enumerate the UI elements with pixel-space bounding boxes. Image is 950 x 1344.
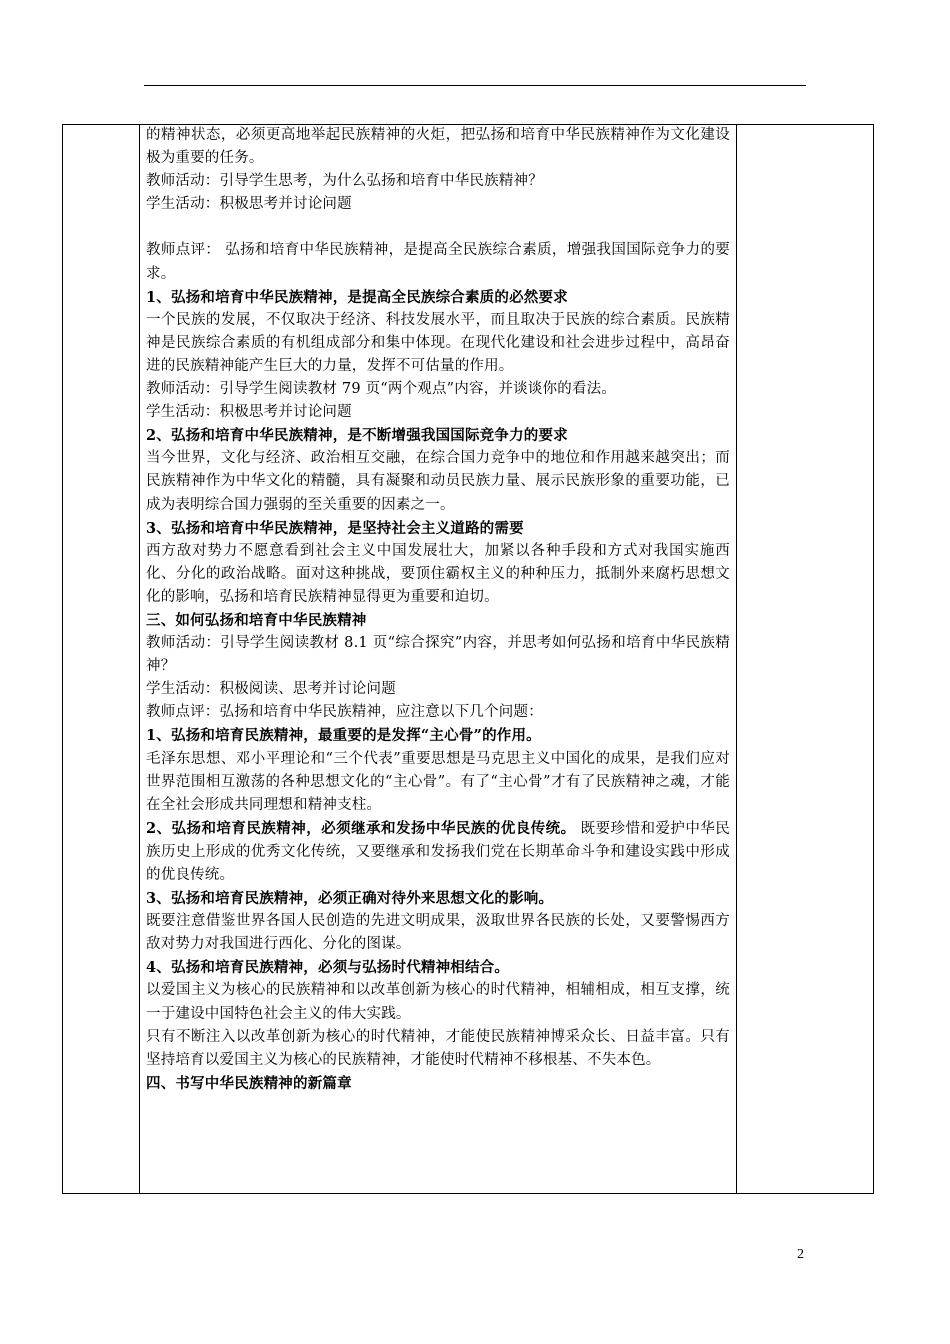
header-rule — [144, 85, 806, 86]
table-column-divider-left — [139, 125, 140, 1193]
blank-line — [146, 216, 730, 239]
paragraph: 的精神状态，必须更高地举起民族精神的火炬，把弘扬和培育中华民族精神作为文化建设极为重要的任务。 — [146, 127, 730, 167]
section-heading: 4、弘扬和培育民族精神，必须与弘扬时代精神相结合。 — [146, 959, 510, 977]
section-heading-inline: 2、弘扬和培育民族精神，必须继承和发扬中华民族的优良传统。 — [146, 819, 576, 837]
section-heading: 三、如何弘扬和培育中华民族精神 — [146, 611, 367, 629]
lesson-content — [146, 124, 730, 1095]
paragraph: 只有不断注入以改革创新为核心的时代精神，才能使民族精神博采众长、日益丰富。只有坚持培育以爱国主义为核心的民族精神，才能使时代精神不移根基、不失本色。 — [146, 1028, 730, 1068]
paragraph: 以爱国主义为核心的民族精神和以改革创新为核心的时代精神，相辅相成，相互支撑，统一于建设中国特色社会主义的伟大实践。 — [146, 982, 730, 1022]
mixed-paragraph — [146, 817, 730, 887]
section-heading: 2、弘扬和培育中华民族精神，是不断增强我国国际竞争力的要求 — [146, 427, 568, 445]
paragraph: 教师点评： 弘扬和培育中华民族精神，是提高全民族综合素质，增强我国国际竞争力的要求。 — [146, 242, 730, 282]
paragraph: 学生活动：积极思考并讨论问题 — [146, 404, 352, 421]
paragraph: 教师活动：引导学生思考，为什么弘扬和培育中华民族精神？ — [146, 173, 543, 190]
paragraph: 既要注意借鉴世界各国人民创造的先进文明成果，汲取世界各民族的长处，又要警惕西方敌对势力对我国进行西化、分化的图谋。 — [146, 913, 730, 953]
paragraph: 当今世界，文化与经济、政治相互交融，在综合国力竞争中的地位和作用越来越突出；而民族精神作为中华文化的精髓，具有凝聚和动员民族力量、展示民族形象的重要功能，已成为表明综合国力强弱的至关重要的因素之一。 — [146, 450, 730, 513]
paragraph: 教师点评：弘扬和培育中华民族精神，应注意以下几个问题： — [146, 704, 543, 721]
paragraph-tail: 既要珍惜和爱护中华民族历史上形成的优秀文化传统，又要继承和发扬我们党在长期革命斗争和建设实践中形成的优良传统。 — [146, 820, 730, 883]
section-heading: 四、书写中华民族精神的新篇章 — [146, 1074, 352, 1092]
table-column-divider-right — [736, 125, 737, 1193]
section-heading: 3、弘扬和培育中华民族精神，是坚持社会主义道路的需要 — [146, 519, 524, 537]
paragraph: 教师活动：引导学生阅读教材 79 页“两个观点”内容，并谈谈你的看法。 — [146, 381, 616, 398]
paragraph: 毛泽东思想、邓小平理论和“三个代表”重要思想是马克思主义中国化的成果，是我们应对世界范围相互激荡的各种思想文化的“主心骨”。有了“主心骨”才有了民族精神之魂，才能在全社会形成共同理想和精神支柱。 — [146, 750, 730, 813]
paragraph: 教师活动：引导学生阅读教材 8.1 页“综合探究”内容，并思考如何弘扬和培育中华民族精神？ — [146, 635, 730, 675]
paragraph: 学生活动：积极思考并讨论问题 — [146, 196, 352, 213]
section-heading: 1、弘扬和培育民族精神，最重要的是发挥“主心骨”的作用。 — [146, 727, 541, 745]
page-number: 2 — [797, 1247, 804, 1262]
paragraph: 学生活动：积极阅读、思考并讨论问题 — [146, 681, 396, 698]
paragraph: 一个民族的发展，不仅取决于经济、科技发展水平，而且取决于民族的综合素质。民族精神是民族综合素质的有机组成部分和集中体现。在现代化建设和社会进步过程中，高昂奋进的民族精神能产生巨大的力量，发挥不可估量的作用。 — [146, 311, 730, 374]
section-heading: 3、弘扬和培育民族精神，必须正确对待外来思想文化的影响。 — [146, 890, 554, 908]
section-heading: 1、弘扬和培育中华民族精神，是提高全民族综合素质的必然要求 — [146, 288, 568, 306]
paragraph: 西方敌对势力不愿意看到社会主义中国发展壮大，加紧以各种手段和方式对我国实施西化、分化的政治战略。面对这种挑战，要顶住霸权主义的种种压力，抵制外来腐朽思想文化的影响，弘扬和培育民族精神显得更为重要和迫切。 — [146, 542, 730, 605]
